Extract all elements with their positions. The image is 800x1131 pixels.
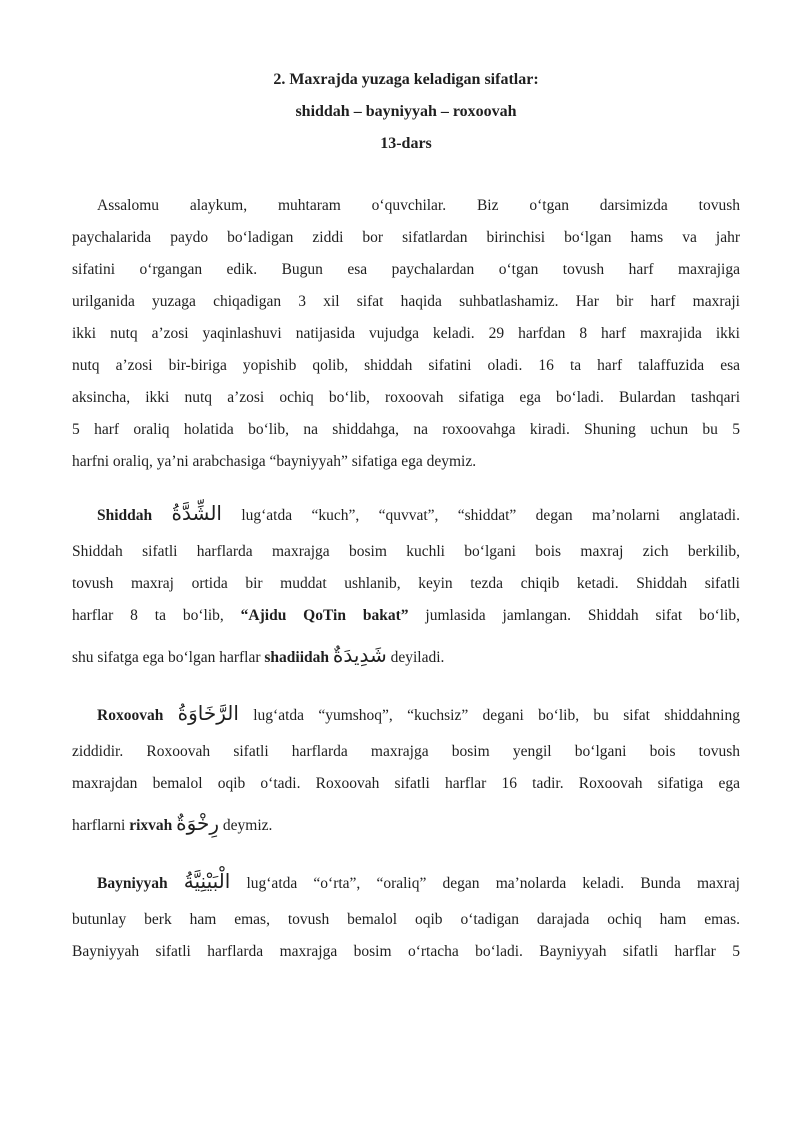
arabic-word: شَدِيدَةٌ: [332, 643, 387, 667]
text-line: [72, 632, 740, 678]
text-segment: lug‘atda “o‘rta”, “oraliq” degan ma’nolarda keladi. Bunda maxraj: [230, 875, 740, 892]
text-segment: lug‘atda “kuch”, “quvvat”, “shiddat” degan ma’nolarni anglatadi.: [221, 507, 740, 524]
paragraph-roxoovah: [72, 690, 740, 846]
bold-term: Shiddah: [97, 507, 172, 524]
bold-term: Roxoovah: [97, 707, 178, 724]
text-line: [72, 318, 740, 350]
text-line: [72, 222, 740, 254]
paragraph-bayniyyah: [72, 858, 740, 968]
text-line: [72, 736, 740, 768]
text-segment: sifatini o‘rgangan edik. Bugun esa paychalardan o‘tgan tovush harf maxrajiga: [72, 261, 740, 278]
text-segment: deymiz.: [219, 817, 273, 834]
arabic-word: رِخْوَةٌ: [176, 811, 220, 835]
text-segment: deyiladi.: [386, 649, 445, 666]
text-segment: Bayniyyah sifatli harflarda maxrajga bosim o‘rtacha bo‘ladi. Bayniyyah sifatli harflar 5: [72, 943, 740, 960]
text-segment: lug‘atda “yumshoq”, “kuchsiz” degani bo‘lib, bu sifat shiddahning: [238, 707, 740, 724]
title-line: shiddah – bayniyyah – roxoovah: [295, 103, 517, 120]
arabic-word: الْبَيْنِيَّةُ: [183, 869, 231, 893]
bold-term: Bayniyyah: [97, 875, 184, 892]
text-line: [72, 446, 740, 478]
text-line: [72, 350, 740, 382]
text-segment: maxrajdan bemalol oqib o‘tadi. Roxoovah sifatli harflar 16 tadir. Roxoovah sifatiga ega: [72, 775, 740, 792]
text-segment: butunlay berk ham emas, tovush bemalol oqib o‘tadigan darajada ochiq ham emas.: [72, 911, 740, 928]
text-segment: paychalarida paydo bo‘ladigan ziddi bor sifatlardan birinchisi bo‘lgan hams va jahr: [72, 229, 740, 246]
text-line: [72, 936, 740, 968]
text-segment: urilganida yuzaga chiqadigan 3 xil sifat haqida suhbatlashamiz. Har bir harf maxraji: [72, 293, 740, 310]
arabic-word: الشِّدَّةُ: [171, 501, 222, 525]
paragraph-shiddah: [72, 490, 740, 678]
text-segment: ziddidir. Roxoovah sifatli harflarda maxrajga bosim yengil bo‘lgani bois tovush: [72, 743, 740, 760]
bold-term: rixvah: [129, 817, 177, 834]
document-title: [72, 64, 740, 160]
text-line: [72, 600, 740, 632]
text-segment: Assalomu alaykum, muhtaram o‘quvchilar. Biz o‘tgan darsimizda tovush: [97, 197, 740, 214]
text-segment: Shiddah sifatli harflarda maxrajga bosim kuchli bo‘lgani bois maxraj zich berkilib,: [72, 543, 740, 560]
text-line: [72, 190, 740, 222]
text-segment: 5 harf oraliq holatida bo‘lib, na shiddahga, na roxoovahga kiradi. Shuning uchun bu 5: [72, 421, 740, 438]
text-segment: aksincha, ikki nutq a’zosi ochiq bo‘lib, roxoovah sifatiga ega bo‘ladi. Bulardan tashqari: [72, 389, 740, 406]
text-line: [72, 414, 740, 446]
document-body: [72, 190, 740, 968]
text-segment: harfni oraliq, ya’ni arabchasiga “bayniyyah” sifatiga ega deymiz.: [72, 453, 477, 470]
text-segment: harflar 8 ta bo‘lib,: [72, 607, 241, 624]
text-line: [72, 568, 740, 600]
title-line: 13-dars: [380, 135, 432, 152]
text-line: [72, 690, 740, 736]
arabic-word: الرَّخَاوَةُ: [177, 701, 239, 725]
bold-term: shadiidah: [264, 649, 333, 666]
text-line: [72, 768, 740, 800]
text-segment: harflarni: [72, 817, 130, 834]
text-line: [72, 536, 740, 568]
text-line: [72, 858, 740, 904]
text-segment: jumlasida jamlangan. Shiddah sifat bo‘lib,: [408, 607, 740, 624]
text-line: [72, 490, 740, 536]
text-line: [72, 382, 740, 414]
text-line: [72, 254, 740, 286]
title-line: 2. Maxrajda yuzaga keladigan sifatlar:: [273, 71, 539, 88]
bold-term: “Ajidu QoTin bakat”: [240, 607, 409, 624]
text-segment: tovush maxraj ortida bir muddat ushlanib, keyin tezda chiqib ketadi. Shiddah sifatli: [72, 575, 740, 592]
text-segment: shu sifatga ega bo‘lgan harflar: [72, 649, 265, 666]
text-line: [72, 286, 740, 318]
text-line: [72, 904, 740, 936]
paragraph-intro: [72, 190, 740, 478]
text-line: [72, 800, 740, 846]
text-segment: ikki nutq a’zosi yaqinlashuvi natijasida vujudga keladi. 29 harfdan 8 harf maxrajida ikki: [72, 325, 740, 342]
text-segment: nutq a’zosi bir-biriga yopishib qolib, shiddah sifatini oladi. 16 ta harf talaffuzida esa: [72, 357, 740, 374]
